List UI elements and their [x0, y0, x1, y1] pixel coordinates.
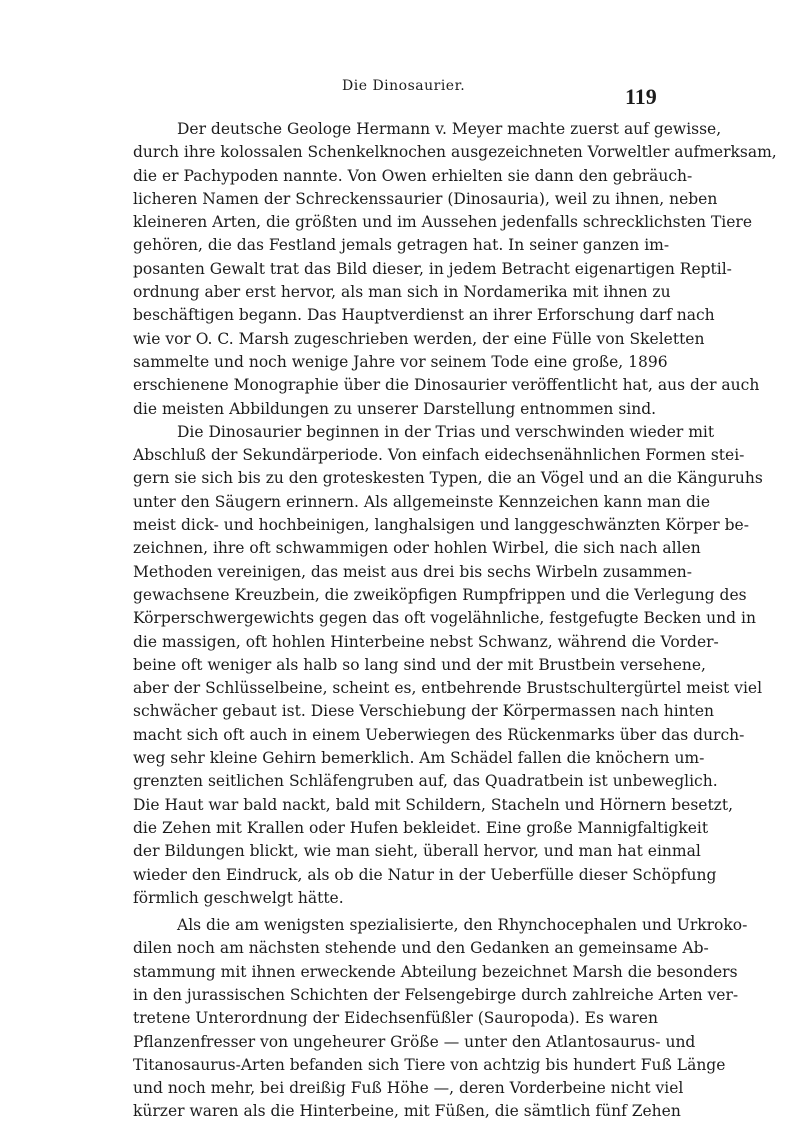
body-text [133, 118, 777, 1124]
text-line: schwächer gebaut ist. Diese Verschiebung der Körpermassen nach hinten [133, 702, 715, 721]
text-line: gehören, die das Festland jemals getragen hat. In seiner ganzen im- [133, 236, 670, 255]
text-line: macht sich oft auch in einem Ueberwiegen des Rückenmarks über das durch- [133, 725, 745, 744]
text-line: Körperschwergewichts gegen das oft vogelähnliche, festgefugte Becken und in [133, 609, 756, 628]
text-line: in den jurassischen Schichten der Felsengebirge durch zahlreiche Arten ver- [133, 985, 739, 1004]
text-line: stammung mit ihnen erweckende Abteilung bezeichnet Marsh die besonders [133, 962, 738, 981]
text-line: dilen noch am nächsten stehende und den Gedanken an gemeinsame Ab- [133, 939, 709, 958]
running-header [0, 70, 800, 110]
text-line: Abschluß der Sekundärperiode. Von einfach eidechsenähnlichen Formen stei- [133, 446, 745, 465]
text-line: und noch mehr, bei dreißig Fuß Höhe —, deren Vorderbeine nicht viel [133, 1079, 684, 1098]
text-line: licheren Namen der Schreckenssaurier (Dinosauria), weil zu ihnen, neben [133, 189, 718, 208]
text-line: unter den Säugern erinnern. Als allgemeinste Kennzeichen kann man die [133, 492, 711, 511]
text-line: die er Pachypoden nannte. Von Owen erhielten sie dann den gebräuch- [133, 166, 693, 185]
paragraph-dinosaur-characteristics [133, 421, 763, 910]
paragraph-sauropoda [133, 914, 748, 1124]
text-line: Die Haut war bald nackt, bald mit Schildern, Stacheln und Hörnern besetzt, [133, 795, 734, 814]
text-line: Die Dinosaurier beginnen in der Trias und verschwinden wieder mit [177, 422, 715, 441]
text-line: posanten Gewalt trat das Bild dieser, in jedem Betracht eigenartigen Reptil- [133, 259, 732, 278]
text-line: weg sehr kleine Gehirn bemerklich. Am Schädel fallen die knöchern um- [133, 749, 705, 768]
text-line: grenzten seitlichen Schläfengruben auf, das Quadratbein ist unbeweglich. [133, 772, 718, 791]
page-number: 119 [625, 84, 657, 109]
text-line: die massigen, oft hohlen Hinterbeine nebst Schwanz, während die Vorder- [133, 632, 719, 651]
text-line: beschäftigen begann. Das Hauptverdienst an ihrer Erforschung darf nach [133, 306, 715, 325]
text-line: gewachsene Kreuzbein, die zweiköpfigen Rumpfrippen und die Verlegung des [133, 585, 747, 604]
text-line: die Zehen mit Krallen oder Hufen bekleidet. Eine große Mannigfaltigkeit [133, 818, 709, 837]
text-line: wie vor O. C. Marsh zugeschrieben werden, der eine Fülle von Skeletten [133, 329, 705, 348]
text-line: kürzer waren als die Hinterbeine, mit Füßen, die sämtlich fünf Zehen [133, 1102, 681, 1121]
text-line: durch ihre kolossalen Schenkelknochen ausgezeichneten Vorweltler aufmerksam, [133, 143, 777, 162]
text-line: Titanosaurus-Arten befanden sich Tiere von achtzig bis hundert Fuß Länge [133, 1055, 726, 1074]
text-line: ordnung aber erst hervor, als man sich in Nordamerika mit ihnen zu [133, 283, 671, 302]
text-line: sammelte und noch wenige Jahre vor seinem Tode eine große, 1896 [133, 352, 668, 371]
text-line: meist dick- und hochbeinigen, langhalsigen und langgeschwänzten Körper be- [133, 516, 749, 535]
text-line: der Bildungen blickt, wie man sieht, überall hervor, und man hat einmal [133, 842, 701, 861]
text-line: Als die am wenigsten spezialisierte, den Rhynchocephalen und Urkroko- [177, 916, 748, 935]
text-line: gern sie sich bis zu den groteskesten Typen, die an Vögel und an die Känguruhs [133, 469, 763, 488]
running-title: Die Dinosaurier. [342, 78, 466, 94]
text-line: die meisten Abbildungen zu unserer Darstellung entnommen sind. [133, 399, 657, 418]
text-line: aber der Schlüsselbeine, scheint es, entbehrende Brustschultergürtel meist viel [133, 679, 763, 698]
text-line: kleineren Arten, die größten und im Aussehen jedenfalls schrecklichsten Tiere [133, 213, 752, 232]
text-line: Der deutsche Geologe Hermann v. Meyer machte zuerst auf gewisse, [177, 120, 722, 138]
text-line: erschienene Monographie über die Dinosaurier veröffentlicht hat, aus der auch [133, 376, 760, 395]
text-line: förmlich geschwelgt hätte. [133, 888, 344, 907]
text-line: tretene Unterordnung der Eidechsenfüßler (Sauropoda). Es waren [133, 1009, 658, 1028]
text-line: wieder den Eindruck, als ob die Natur in der Ueberfülle dieser Schöpfung [133, 865, 717, 884]
text-line: beine oft weniger als halb so lang sind und der mit Brustbein versehene, [133, 655, 706, 674]
paragraph-meyer-owen-marsh [133, 118, 777, 421]
text-line: zeichnen, ihre oft schwammigen oder hohlen Wirbel, die sich nach allen [133, 539, 701, 558]
text-line: Methoden vereinigen, das meist aus drei bis sechs Wirbeln zusammen- [133, 562, 692, 581]
text-line: Pflanzenfresser von ungeheurer Größe — unter den Atlantosaurus- und [133, 1032, 696, 1051]
